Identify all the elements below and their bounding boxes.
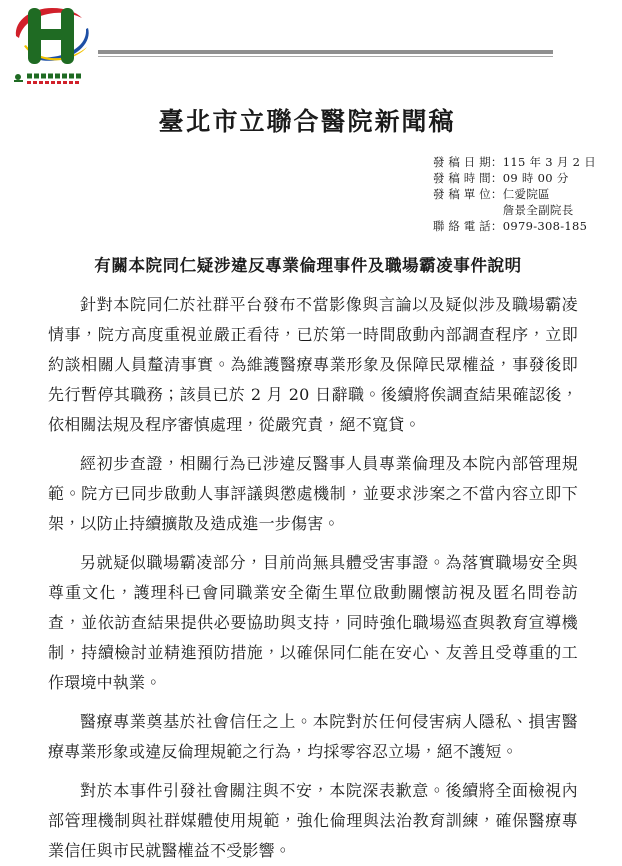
meta-row-date [433, 154, 596, 170]
meta-value-time: 09 時 00 分 [502, 171, 569, 185]
meta-label-date: 發稿日期 [432, 155, 491, 169]
meta-label-unit: 發稿單位 [432, 187, 491, 201]
meta-value-contact-person: 詹景全副院長 [502, 203, 574, 217]
body-paragraph: 另就疑似職場霸凌部分，目前尚無具體受害事證。為落實職場安全與尊重文化，護理科已會同職業安全衛生單位啟動關懷訪視及匿名問卷訪查，並依訪查結果提供必要協助與支持，同時強化職場巡查與教育宣導機制，持續檢討並精進預防措施，以確保同仁能在安心、友善且受尊重的工作環境中執業。 [48, 553, 578, 692]
header-divider-thick [98, 50, 553, 54]
meta-row-unit-contact-person [433, 202, 596, 218]
hospital-logo-wordmark [12, 69, 94, 89]
document-header [0, 0, 622, 92]
meta-value-date: 115 年 3 月 2 日 [502, 155, 596, 169]
body-paragraph: 針對本院同仁於社群平台發布不當影像與言論以及疑似涉及職場霸凌情事，院方高度重視並嚴正看待，已於第一時間啟動內部調查程序，立即約談相關人員釐清事實。為維護醫療專業形象及保障民眾權益，事發後即先行暫停其職務；該員已於 2 月 20 日辭職。後續將俟調查結果確認後，依相關法規及程序審慎處理，從嚴究責，絕不寬貸。 [48, 295, 578, 434]
meta-colon: ： [490, 171, 503, 185]
meta-colon: ： [490, 187, 503, 201]
body-paragraph: 醫療專業奠基於社會信任之上。本院對於任何侵害病人隱私、損害醫療專業形象或違反倫理規範之行為，均採零容忍立場，絕不護短。 [48, 712, 578, 761]
meta-colon: ： [490, 219, 503, 233]
page-title: 臺北市立聯合醫院新聞稿 [158, 107, 456, 136]
body-paragraph: 對於本事件引發社會關注與不安，本院深表歉意。後續將全面檢視內部管理機制與社群媒體使用規範，強化倫理與法治教育訓練，確保醫療專業信任與市民就醫權益不受影響。 [48, 781, 578, 860]
meta-value-unit: 仁愛院區 [502, 187, 550, 201]
meta-label-phone: 聯絡電話 [432, 219, 491, 233]
meta-row-time [433, 170, 596, 186]
meta-colon: ： [490, 155, 503, 169]
header-divider-thin [98, 56, 553, 57]
release-metadata [0, 154, 622, 234]
meta-row-phone [433, 218, 596, 234]
meta-value-phone: 0979-308-185 [502, 219, 588, 233]
header-divider [98, 50, 553, 58]
press-release-body [48, 290, 578, 866]
meta-label-time: 發稿時間 [432, 171, 491, 185]
page-subtitle: 有關本院同仁疑涉違反專業倫理事件及職場霸凌事件說明 [94, 256, 522, 275]
hospital-logo-icon [8, 2, 94, 70]
hospital-logo [8, 2, 94, 90]
meta-row-unit [433, 186, 596, 202]
body-paragraph: 經初步查證，相關行為已涉違反醫事人員專業倫理及本院內部管理規範。院方已同步啟動人事評議與懲處機制，並要求涉案之不當內容立即下架，以防止持續擴散及造成進一步傷害。 [48, 454, 578, 533]
